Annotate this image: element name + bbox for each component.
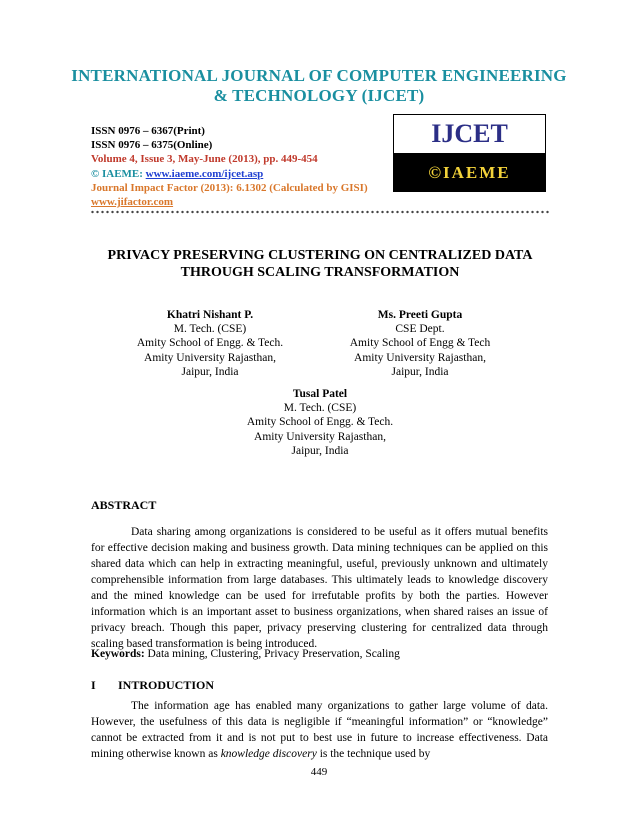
impact-factor: Journal Impact Factor (2013): 6.1302 (Calculated by GISI) — [91, 181, 368, 194]
author-degree: CSE Dept. — [395, 323, 445, 336]
paper-title — [90, 247, 550, 281]
logo-bottom-text: ©IAEME — [393, 154, 546, 192]
iaeme-line — [91, 167, 368, 181]
jifactor-link[interactable]: www.jifactor.com — [91, 196, 174, 209]
journal-info-block — [91, 124, 368, 209]
issn-print: ISSN 0976 – 6367(Print) — [91, 125, 205, 137]
dotted-divider — [90, 210, 550, 214]
author-degree: M. Tech. (CSE) — [173, 323, 247, 336]
author-name: Ms. Preeti Gupta — [377, 309, 463, 321]
author-city: Jaipur, India — [391, 365, 449, 378]
keywords — [91, 646, 548, 662]
abstract-heading: ABSTRACT — [91, 498, 157, 512]
introduction-text — [91, 698, 548, 762]
intro-text-start: The information age has enabled many organizations to gather large volume of data. However, the usefulness of this data is negligible if “meaningful information” or “knowledge” cannot be extracted from it and is not put to best use in future to increase effectiveness. Data mining otherwise known as — [91, 700, 548, 760]
author-school: Amity School of Engg. & Tech. — [246, 416, 394, 429]
journal-title-line1: INTERNATIONAL JOURNAL OF COMPUTER ENGINEERING — [71, 66, 567, 85]
author-city: Jaipur, India — [181, 365, 239, 378]
author-degree: M. Tech. (CSE) — [283, 402, 357, 415]
author-name: Khatri Nishant P. — [166, 309, 254, 321]
author-block-1 — [130, 308, 290, 379]
section-number: I — [91, 678, 96, 692]
author-school: Amity School of Engg & Tech — [349, 337, 491, 350]
journal-title — [0, 66, 638, 106]
author-university: Amity University Rajasthan, — [144, 351, 276, 364]
author-name: Tusal Patel — [292, 388, 348, 400]
intro-emphasis: knowledge discovery — [220, 748, 317, 760]
intro-text-end: is the technique used by — [316, 748, 431, 760]
paper-title-line2: THROUGH SCALING TRANSFORMATION — [180, 265, 460, 280]
iaeme-link[interactable]: www.iaeme.com/ijcet.asp — [145, 167, 264, 180]
journal-title-line2: & TECHNOLOGY (IJCET) — [213, 86, 425, 105]
abstract-text: Data sharing among organizations is considered to be useful as it offers mutual benefits for effective decision making and business growth. Data mining techniques can be applied on this shared data which can help in extracting meaningful, useful, previously unknown and ultimately comprehensible information from large databases. This ultimately leads to knowledge discovery and the mined knowledge can be used for irrefutable profits by both the parties. However information which is an important asset to business organizations, when shared raises an issue of privacy breach. Though this paper, privacy preserving clustering for centralized data through scaling based transformation is being introduced. — [91, 526, 548, 650]
paper-title-line1: PRIVACY PRESERVING CLUSTERING ON CENTRALIZED DATA — [107, 248, 533, 263]
keywords-text: Data mining, Clustering, Privacy Preservation, Scaling — [144, 648, 400, 660]
author-city: Jaipur, India — [291, 444, 349, 457]
author-block-2 — [335, 308, 505, 379]
iaeme-prefix: © IAEME: — [91, 167, 146, 180]
issn-online: ISSN 0976 – 6375(Online) — [91, 139, 213, 152]
volume-info: Volume 4, Issue 3, May-June (2013), pp. 449-454 — [91, 153, 318, 166]
page-number: 449 — [310, 766, 328, 778]
author-block-3 — [230, 387, 410, 458]
ijcet-logo — [393, 114, 546, 194]
keywords-label: Keywords: — [91, 648, 145, 660]
logo-top-text: IJCET — [393, 114, 546, 154]
author-university: Amity University Rajasthan, — [354, 351, 486, 364]
author-university: Amity University Rajasthan, — [254, 430, 386, 443]
author-school: Amity School of Engg. & Tech. — [136, 337, 284, 350]
introduction-heading — [91, 678, 214, 693]
section-title: INTRODUCTION — [118, 678, 215, 692]
